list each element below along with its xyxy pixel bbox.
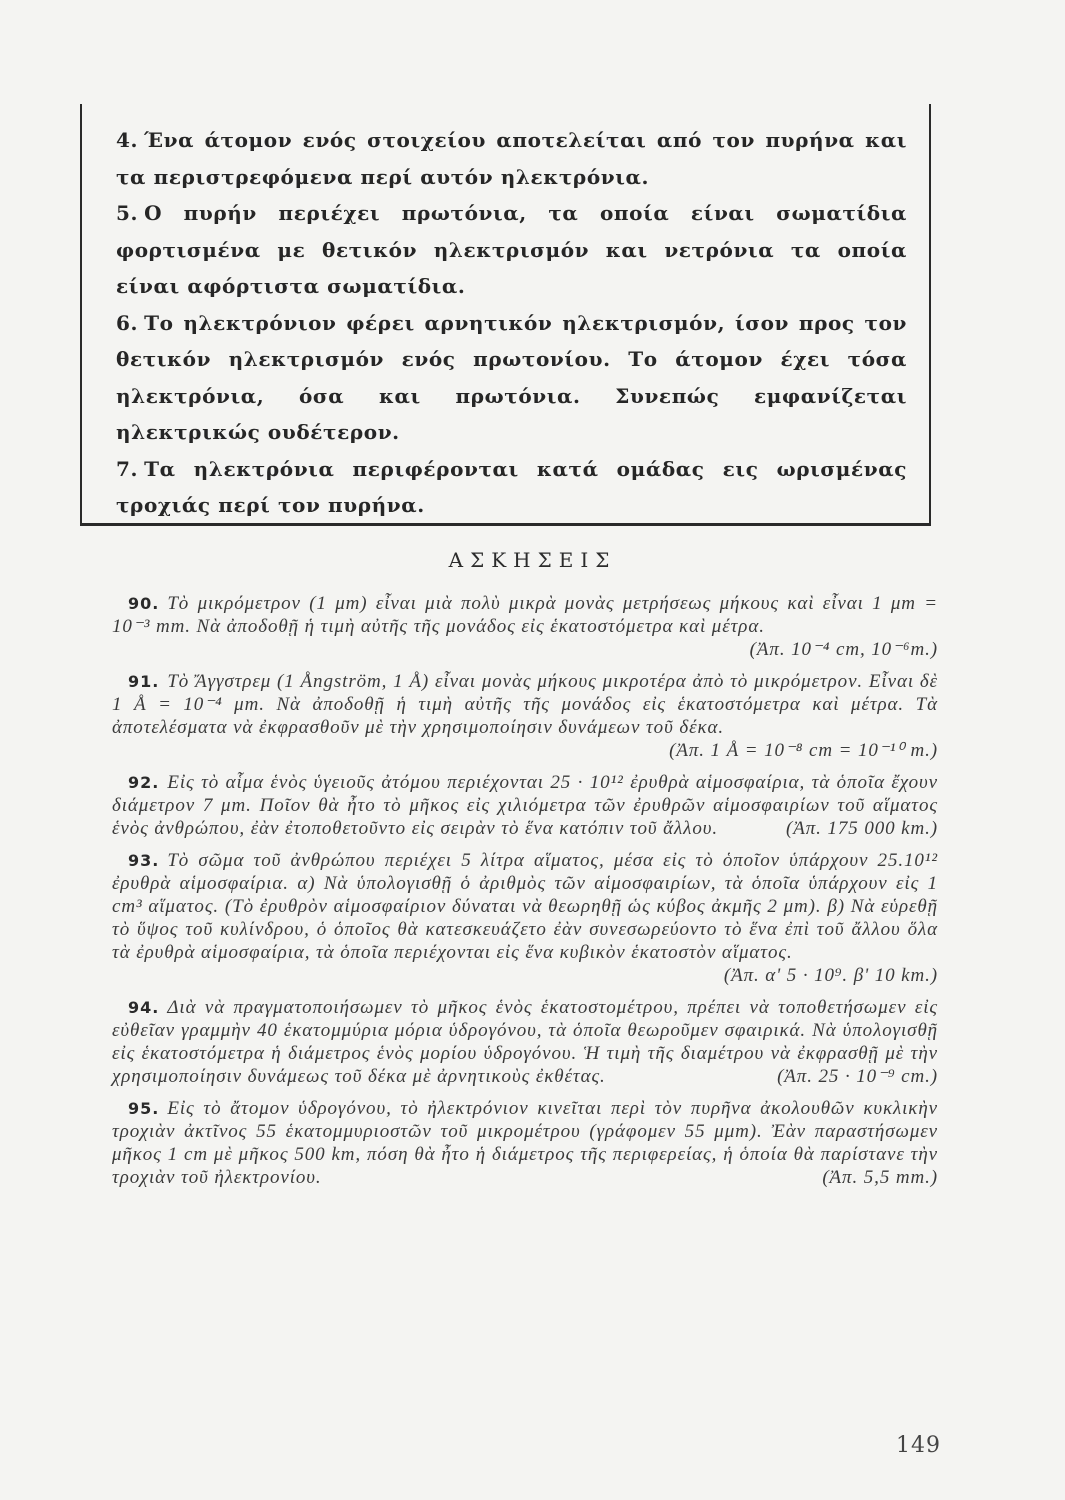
summary-text: Ο πυρήν περιέχει πρωτόνια, τα οποία είναι σωματίδια φορτισμένα με θετικόν ηλεκτρισμόν και νετρόνια τα οποία είναι αφόρτιστα σωματίδια. xyxy=(116,201,907,298)
exercise-number: 95. xyxy=(128,1099,160,1118)
exercise-answer: (Ἀπ. α' 5 · 10⁹. β' 10 km.) xyxy=(723,965,938,986)
exercise-item xyxy=(112,670,938,762)
summary-number: 7. xyxy=(116,456,139,481)
page-number: 149 xyxy=(896,1433,941,1458)
section-title: ΑΣΚΗΣΕΙΣ xyxy=(448,548,617,572)
exercise-item xyxy=(112,1097,938,1189)
exercise-item xyxy=(112,771,938,840)
exercise-number: 91. xyxy=(128,672,160,691)
exercise-item xyxy=(112,592,938,661)
summary-text: Ένα άτομον ενός στοιχείου αποτελείται από τον πυρήνα και τα περιστρεφόμενα περί αυτόν ηλεκτρόνια. xyxy=(116,128,907,189)
summary-box xyxy=(80,104,931,526)
exercise-number: 94. xyxy=(128,998,160,1017)
exercise-answer: (Ἀπ. 1 Å = 10⁻⁸ cm = 10⁻¹⁰ m.) xyxy=(669,740,938,761)
exercise-text: Εἰς τὸ ἄτομον ὑδρογόνου, τὸ ἠλεκτρόνιον κινεῖται περὶ τὸν πυρῆνα ἀκολουθῶν κυκλικὴν τροχιὰν ἀκτῖνος 55 ἑκατομμυριοστῶν τοῦ μικρομέτρου (γράφομεν 55 μμm). Ἐὰν παραστήσωμεν μῆκος 1 cm μὲ μῆκος 500 km, πόση θὰ ἦτο ἡ διάμετρος τῆς περιφερείας, ἡ ὁποία θὰ παρίστανε τὴν τροχιὰν τοῦ ἠλεκτρονίου. xyxy=(112,1098,938,1188)
summary-text: Τα ηλεκτρόνια περιφέρονται κατά ομάδας εις ωρισμένας τροχιάς περί τον πυρήνα. xyxy=(116,456,907,517)
exercise-text: Εἰς τὸ αἷμα ἑνὸς ὑγειοῦς ἀτόμου περιέχονται 25 · 10¹² ἐρυθρὰ αἱμοσφαίρια, τὰ ὁποῖα ἔχουν διάμετρον 7 μm. Ποῖον θὰ ἦτο τὸ μῆκος εἰς χιλιόμετρα τῶν ἐρυθρῶν αἱμοσφαιρίων τοῦ αἵματος ἑνὸς ἀνθρώπου, ἐὰν ἐτοποθετοῦντο εἰς σειρὰν τὸ ἕνα κατόπιν τοῦ ἄλλου. xyxy=(112,772,938,839)
exercise-answer: (Ἀπ. 25 · 10⁻⁹ cm.) xyxy=(777,1066,938,1087)
exercise-text: Διὰ νὰ πραγματοποιήσωμεν τὸ μῆκος ἑνὸς ἑκατοστομέτρου, πρέπει νὰ τοποθετήσωμεν εἰς εὐθεῖαν γραμμὴν 40 ἑκατομμύρια μόρια ὑδρογόνου, τὰ ὁποῖα θεωροῦμεν σφαιρικά. Νὰ ὑπολογισθῇ εἰς ἑκατοστόμετρα ἡ διάμετρος ἑνὸς μορίου ὑδρογόνου. Ἡ τιμὴ τῆς διαμέτρου νὰ ἐκφρασθῇ μὲ τὴν χρησιμοποίησιν δυνάμεως τοῦ δέκα μὲ ἀρνητικοὺς ἐκθέτας. xyxy=(112,997,938,1087)
summary-item xyxy=(116,305,907,451)
summary-number: 4. xyxy=(116,128,139,152)
summary-item xyxy=(116,122,907,195)
exercise-list xyxy=(112,592,938,1189)
exercise-number: 90. xyxy=(128,594,160,613)
exercise-answer: (Ἀπ. 10⁻⁴ cm, 10⁻⁶m.) xyxy=(749,639,938,660)
exercise-number: 93. xyxy=(128,851,160,870)
exercise-answer: (Ἀπ. 5,5 mm.) xyxy=(822,1167,938,1188)
exercise-number: 92. xyxy=(128,773,160,792)
exercise-text: Τὸ Ἄγγστρεμ (1 Ångström, 1 Å) εἶναι μονὰς μήκους μικροτέρα ἀπὸ τὸ μικρόμετρον. Εἶναι δὲ 1 Å = 10⁻⁴ μm. Νὰ ἀποδοθῇ ἡ τιμὴ αὐτῆς τῆς μονάδος εἰς ἑκατοστόμετρα καὶ μέτρα. Τὰ ἀποτελέσματα νὰ ἐκφρασθοῦν μὲ τὴν χρησιμοποίησιν δυνάμεων τοῦ δέκα. xyxy=(112,671,938,738)
exercise-item xyxy=(112,996,938,1088)
exercise-answer: (Ἀπ. 175 000 km.) xyxy=(786,818,938,839)
summary-item xyxy=(116,195,907,305)
exercise-text: Τὸ μικρόμετρον (1 μm) εἶναι μιὰ πολὺ μικρὰ μονὰς μετρήσεως μήκους καὶ εἶναι 1 μm = 10⁻³ mm. Νὰ ἀποδοθῇ ἡ τιμὴ αὐτῆς τῆς μονάδος εἰς ἑκατοστόμετρα καὶ μέτρα. xyxy=(112,593,938,637)
exercise-text: Τὸ σῶμα τοῦ ἀνθρώπου περιέχει 5 λίτρα αἵματος, μέσα εἰς τὸ ὁποῖον ὑπάρχουν 25.10¹² ἐρυθρὰ αἱμοσφαίρια. α) Νὰ ὑπολογισθῇ ὁ ἀριθμὸς τῶν αἱμοσφαιρίων, τὰ ὁποῖα ὑπάρχουν εἰς 1 cm³ αἵματος. (Τὸ ἐρυθρὸν αἱμοσφαίριον δύναται νὰ θεωρηθῇ ὡς κύβος ἀκμῆς 2 μm). β) Νὰ εὑρεθῇ τὸ ὕψος τοῦ κυλίνδρου, ὁ ὁποῖος θὰ κατεσκευάζετο ἐὰν συνεσωρεύοντο τὸ ἕνα ἐπὶ τοῦ ἄλλου ὅλα τὰ ἐρυθρὰ αἱμοσφαίρια, τὰ ὁποῖα περιέχονται εἰς ἕνα κυβικὸν ἑκατοστὸν αἵματος. xyxy=(112,850,938,963)
summary-text: Το ηλεκτρόνιον φέρει αρνητικόν ηλεκτρισμόν, ίσον προς τον θετικόν ηλεκτρισμόν ενός πρωτονίου. Το άτομον έχει τόσα ηλεκτρόνια, όσα και πρωτόνια. Συνεπώς εμφανίζεται ηλεκτρικώς ουδέτερον. xyxy=(116,310,907,444)
summary-number: 6. xyxy=(116,310,139,335)
summary-item xyxy=(116,451,907,524)
exercise-item xyxy=(112,849,938,987)
summary-number: 5. xyxy=(116,201,139,225)
